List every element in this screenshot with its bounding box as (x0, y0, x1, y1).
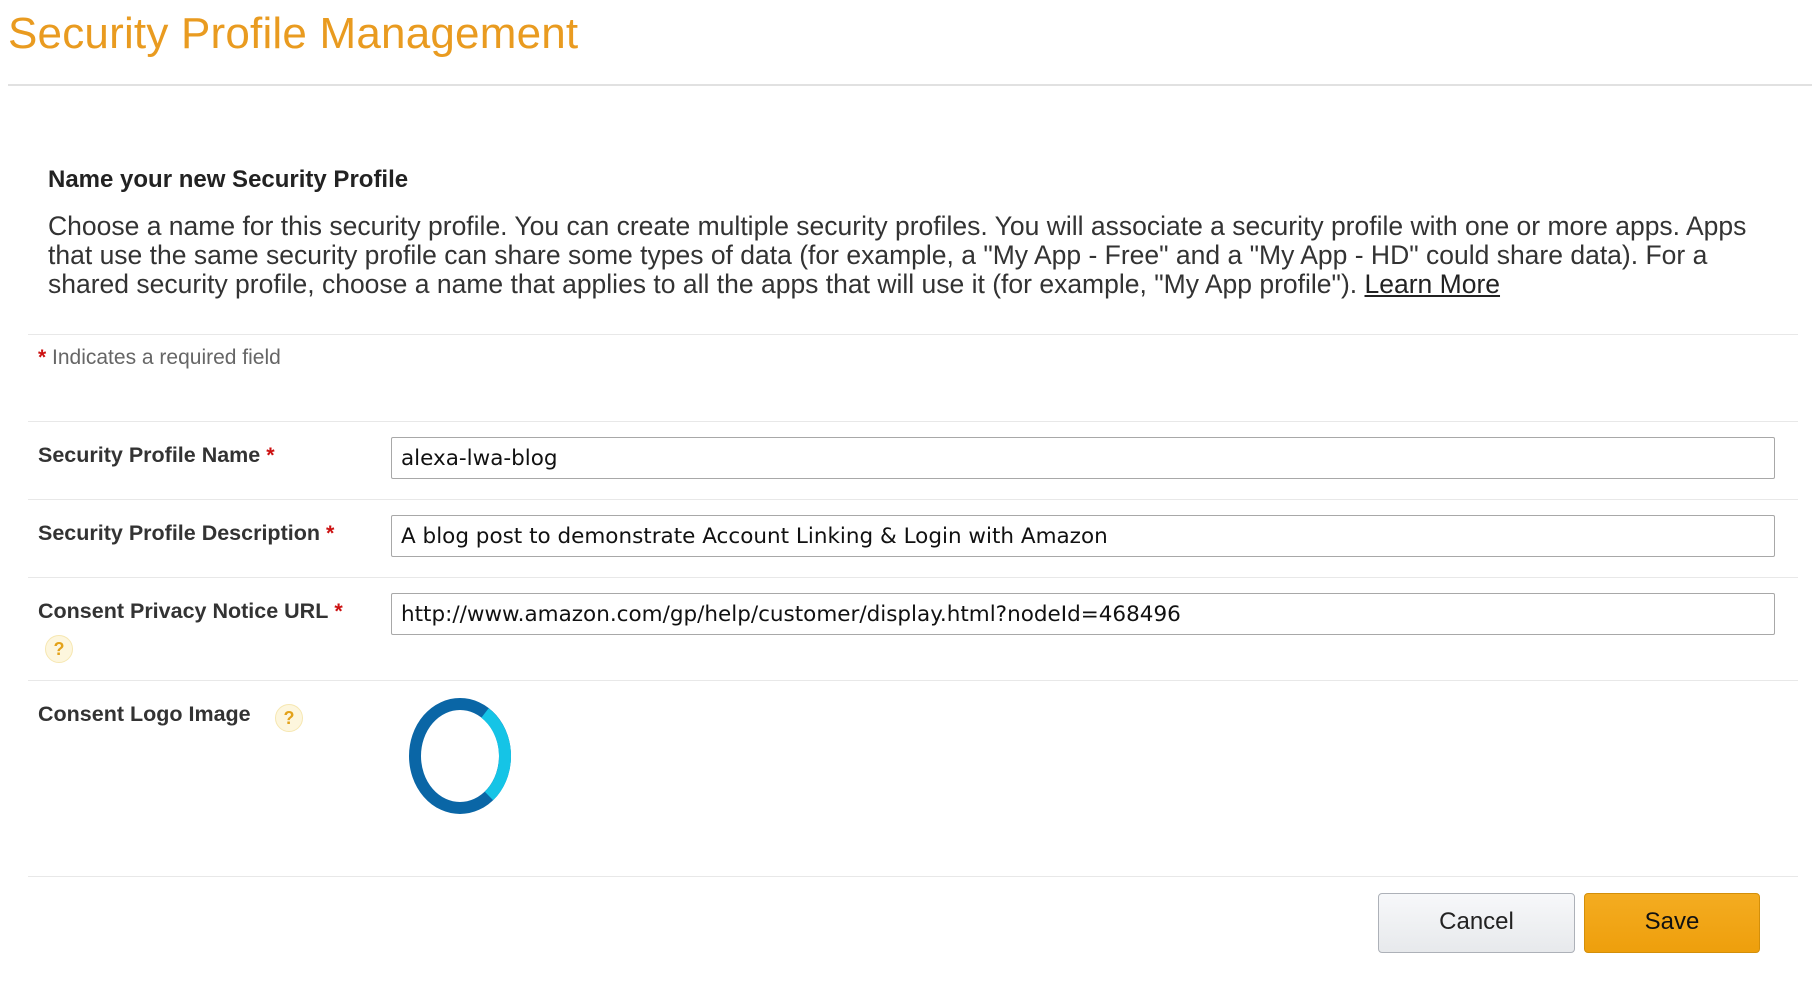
divider (28, 577, 1798, 578)
required-star: * (266, 443, 275, 467)
learn-more-link[interactable]: Learn More (1364, 269, 1501, 299)
required-star: * (325, 521, 335, 545)
description-text: Choose a name for this security profile. You can create multiple security profiles. You will associate a security profile with one or more apps. Apps that use the same security profile can share some types of data (for example, a "My App - Free" and a "My App - HD" could share data). For a shared security profile, choose a name that applies to all the apps that will use it (for example, "My App profile"). (48, 211, 1747, 299)
profile-description-label (38, 521, 334, 546)
privacy-url-input[interactable] (391, 593, 1775, 635)
divider (28, 334, 1798, 335)
spinner-arc (485, 713, 505, 796)
divider (28, 421, 1798, 422)
logo-image-label-text: Consent Logo Image (38, 702, 251, 726)
required-star: * (38, 346, 47, 369)
profile-name-input[interactable] (391, 437, 1775, 479)
question-mark-icon[interactable]: ? (275, 704, 303, 732)
section-heading: Name your new Security Profile (48, 166, 409, 193)
required-star: * (334, 599, 343, 623)
required-field-note (38, 346, 281, 370)
divider (28, 876, 1798, 877)
cancel-button[interactable]: Cancel (1378, 893, 1575, 953)
profile-name-label-text: Security Profile Name (38, 443, 261, 467)
question-mark-icon[interactable]: ? (45, 635, 73, 663)
logo-image-label (38, 702, 251, 727)
section-description (48, 212, 1788, 299)
title-divider (8, 84, 1812, 86)
privacy-url-label-text: Consent Privacy Notice URL (38, 599, 329, 623)
save-button[interactable]: Save (1584, 893, 1760, 953)
divider (28, 499, 1798, 500)
required-note-text: Indicates a required field (46, 346, 281, 369)
profile-description-label-text: Security Profile Description (38, 521, 320, 545)
profile-name-label (38, 443, 275, 468)
profile-description-input[interactable] (391, 515, 1775, 557)
loading-spinner-icon (407, 697, 513, 815)
page-title: Security Profile Management (8, 9, 579, 58)
privacy-url-label (38, 599, 343, 624)
divider (28, 680, 1798, 681)
